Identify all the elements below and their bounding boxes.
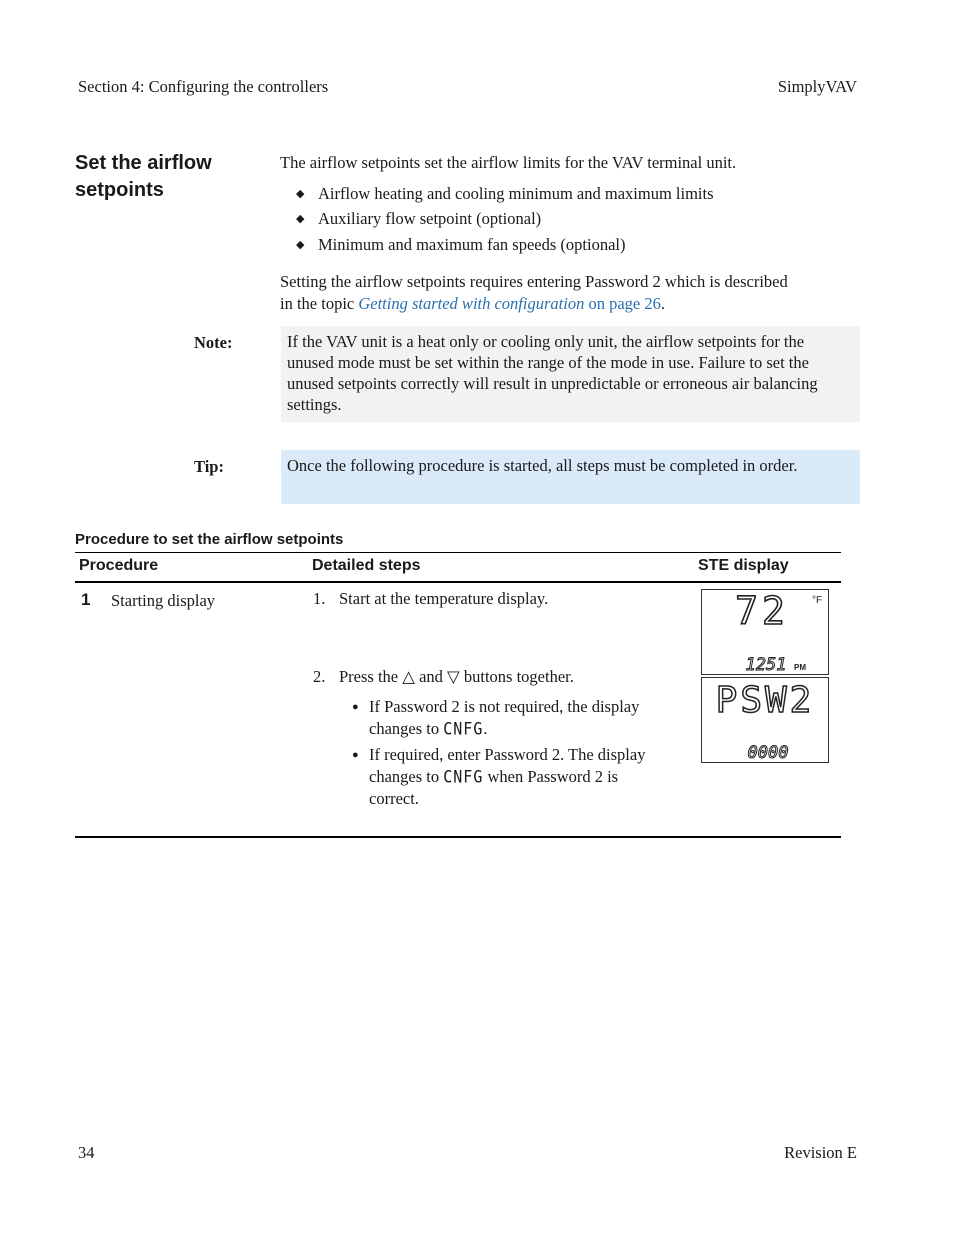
running-header-product: SimplyVAV — [777, 77, 857, 96]
ste-display-temperature — [701, 589, 829, 675]
table-bottom-rule — [75, 836, 841, 838]
column-header-procedure: Procedure — [79, 557, 159, 574]
lcd-code: CNFG — [443, 766, 484, 788]
revision-label: Revision E — [784, 1143, 857, 1162]
tip-box: Once the following procedure is started, all steps must be completed in order. — [281, 450, 860, 504]
bullet-item: ◆ Airflow heating and cooling minimum and maximum limits — [296, 184, 714, 203]
config-topic-link[interactable]: Getting started with configuration on page 26 — [358, 294, 661, 313]
display-main-value: PSW2 — [715, 680, 815, 721]
display-sub-value: 0000 — [747, 743, 789, 762]
table-header-rule — [75, 581, 841, 583]
column-header-steps: Detailed steps — [312, 557, 421, 574]
note-label: Note: — [194, 333, 233, 352]
detailed-step: 1. Start at the temperature display. — [313, 589, 549, 608]
display-unit: °F — [812, 595, 823, 606]
step-name: Starting display — [111, 591, 216, 610]
bullet-dot-icon: ● — [352, 701, 359, 713]
password-paragraph: Setting the airflow setpoints requires entering Password 2 which is described in the topic Getting started with configuration on page 26. — [280, 272, 788, 313]
bullet-dot-icon: ● — [352, 749, 359, 761]
diamond-bullet-icon: ◆ — [296, 188, 305, 200]
note-box: If the VAV unit is a heat only or cooling only unit, the airflow setpoints for the unused mode must be set within the range of the mode in use. Failure to set the unused setpoints correctly will result in unpredictable or erroneous air balancing settings. — [281, 326, 860, 422]
step-number: 1 — [81, 590, 91, 609]
running-header-section: Section 4: Configuring the controllers — [78, 77, 329, 96]
display-main-value: 72 — [735, 590, 789, 633]
display-time: 1251 — [745, 655, 787, 674]
column-header-display: STE display — [698, 557, 789, 574]
down-arrow-icon: ▽ — [447, 667, 460, 686]
up-arrow-icon: △ — [402, 667, 415, 686]
section-title — [75, 150, 265, 204]
display-ampm: PM — [794, 663, 806, 672]
table-top-rule — [75, 552, 841, 553]
section-title-line2: setpoints — [75, 179, 164, 201]
page-number: 34 — [78, 1143, 95, 1162]
ste-display-password — [701, 677, 829, 763]
procedure-title: Procedure to set the airflow setpoints — [75, 531, 344, 548]
intro-text: The airflow setpoints set the airflow limits for the VAV terminal unit. — [280, 153, 737, 172]
diamond-bullet-icon: ◆ — [296, 239, 305, 251]
diamond-bullet-icon: ◆ — [296, 213, 305, 225]
bullet-item: ◆ Minimum and maximum fan speeds (optional) — [296, 235, 626, 254]
detailed-step: 2. Press the △ and ▽ buttons together. — [313, 667, 574, 686]
lcd-code: CNFG — [443, 718, 484, 740]
substep: ● If Password 2 is not required, the display changes to CNFG. — [352, 696, 692, 740]
substep: ● If required, enter Password 2. The display changes to CNFG when Password 2 is correct. — [352, 745, 646, 808]
tip-label: Tip: — [194, 457, 224, 476]
bullet-item: ◆ Auxiliary flow setpoint (optional) — [296, 209, 542, 228]
section-title-line1: Set the airflow — [75, 152, 212, 174]
